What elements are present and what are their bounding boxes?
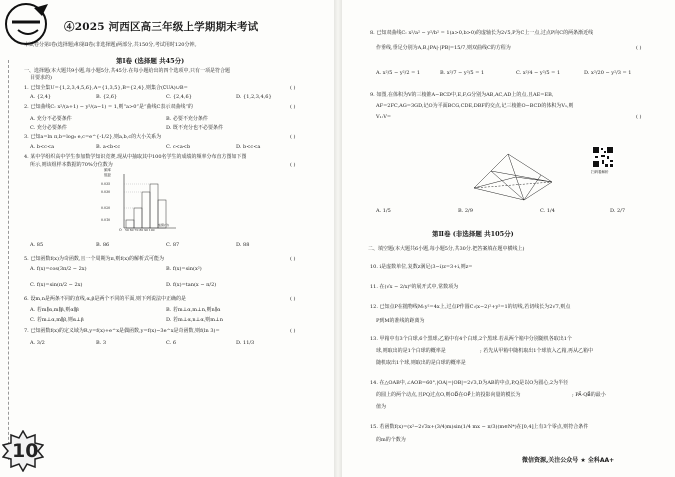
q3-option-a: A. b<c<a — [30, 144, 55, 150]
part2-instruction: 二、填空题(本大题共6小题,每小题5分,共30分.把答案填在题中横线上) — [368, 246, 525, 252]
q5-answer-paren: ( ) — [290, 256, 296, 262]
q3-answer-paren: ( ) — [290, 134, 296, 140]
q10-text: 10. i是虚数单位,复数z满足(3−i)z=3+i,则z= — [370, 264, 473, 270]
q7-option-a: A. 3/2 — [30, 340, 45, 346]
qr-code — [592, 146, 614, 168]
q11-text: 11. 在(√x − 2/x)⁶的展开式中,常数项为 — [370, 284, 459, 290]
q7-option-d: D. 11/3 — [236, 340, 255, 346]
q6-option-d: D. 若m⊥α,n⊥α,则m⊥n — [166, 317, 223, 323]
q4-option-c: C. 87 — [166, 242, 180, 248]
q4-option-d: D. 88 — [236, 242, 250, 248]
q8-stem: 8. 已知双曲线C: x²/a² − y²/b² = 1(a>0,b>0)的虚轴长为2√5,P为C上一点,过点P向C的两条渐近线 — [370, 30, 594, 36]
q1-option-a: A. {2,4} — [30, 94, 52, 100]
q14-text-4: 值为 — [376, 404, 387, 410]
q9-answer-paren: ( ) — [636, 114, 642, 120]
q1-option-d: D. {1,2,3,4,6} — [236, 94, 272, 100]
q1-option-c: C. {2,4,6} — [166, 94, 192, 100]
pyramid-figure — [470, 152, 556, 202]
q9-option-b: B. 2/9 — [458, 208, 473, 214]
q9-stem-2: AF=2FC,AG=3GD,记O为平面BCG,CDE,DBF的交点,记三棱锥O−BCD的体积为V₁,则 — [376, 103, 574, 109]
q2-stem: 2. 已知曲线C: x²/(a+1) − y²/(a−1) = 1,则“a>0”是“曲线C表示双曲线”的 — [24, 104, 193, 110]
hist-xticks: 50 60 70 80 90 100 — [125, 228, 155, 232]
q12-text-2: P到M的准线的距离为 — [376, 318, 425, 324]
q9-option-d: D. 2/7 — [610, 208, 626, 214]
q4-option-b: B. 86 — [96, 242, 110, 248]
hist-tick-030: 0.030 — [101, 190, 111, 194]
q7-stem: 7. 已知函数f(x)的定义域为R,y=f(x)+e^x是偶函数,y=f(x)−3e^x是奇函数,则f(ln 3)= — [24, 328, 220, 334]
q8-option-d: D. x²/20 − y²/3 = 1 — [584, 70, 632, 76]
q14-text-3: ; PA⃗·QB⃗的最小 — [572, 392, 606, 398]
q9-option-c: C. 1/4 — [540, 208, 555, 214]
part1-instruction-2: 目要求的) — [30, 75, 52, 81]
q7-option-c: C. 6 — [166, 340, 177, 346]
hist-xlabel: 成绩(分) — [158, 223, 170, 227]
q6-option-c: C. 若m⊥α,m∥β,则α⊥β — [30, 317, 84, 323]
q6-option-a: A. 若m∥α,m∥β,则α∥β — [30, 307, 79, 313]
q13-text-4: 随机取出1个球,则取出的是白球的概率是 — [376, 360, 466, 366]
q1-option-b: B. {2,6} — [96, 94, 118, 100]
brand-logo — [4, 2, 52, 46]
q5-option-c: C. f(x)=sin(π/2 − 2x) — [30, 282, 83, 288]
q15-text-2: 的m的个数为 — [376, 437, 406, 443]
q8-option-c: C. x²/4 − y²/5 = 1 — [516, 70, 561, 76]
hist-tick-020: 0.020 — [101, 206, 111, 210]
q3-option-b: B. a<b<c — [96, 144, 121, 150]
q4-answer-paren: ( ) — [290, 162, 296, 168]
q15-text: 15. 若函数f(x)=(x²−2√3x+(3/4)m)sin(1/4 mx − π/3)(m∈N*)在[0,4]上有3个零点,则符合条件 — [370, 424, 589, 430]
q9-stem-3: V₁:V= — [376, 114, 392, 120]
q2-option-d: D. 既不充分也不必要条件 — [166, 125, 224, 131]
binding-line — [8, 60, 15, 460]
q5-stem: 5. 已知函数f(x)为奇函数,且一个周期为π,则f(x)的解析式可能为 — [24, 256, 164, 262]
hist-origin: O — [119, 228, 122, 232]
q2-answer-paren: ( ) — [290, 104, 296, 110]
part2-heading: 第Ⅱ卷 (非选择题 共105分) — [432, 230, 514, 238]
hist-tick-035: 0.035 — [101, 182, 111, 186]
hist-ylabel-bottom: 组距 — [104, 173, 111, 177]
footer-text: 微信资源,关注公众号 ★ 全科AA+ — [522, 457, 615, 464]
q14-text-2: 的圆上的两个动点,且PQ过点O,则OD⃗在OP⃗上的投影向量的模长为 — [376, 392, 521, 398]
hist-ylabel-top: 频率 — [104, 168, 111, 172]
q8-stem-2: 作垂线,垂足分别为A,B,|PA|·|PB|=15/7,则双曲线C的方程为 — [376, 45, 511, 51]
q13-text-3: ; 若先从甲箱中随机取出1个球放入乙箱,再从乙箱中 — [480, 348, 594, 354]
exam-notice: 本试卷分第Ⅰ卷(选择题)和第Ⅱ卷(非选择题)两部分,共150分,考试用时120分钟。 — [24, 42, 200, 48]
q3-option-d: D. b<c<a — [236, 144, 261, 150]
q7-option-b: B. 3 — [96, 340, 107, 346]
qr-label: 扫码看解析 — [591, 170, 609, 174]
q8-option-b: B. x²/7 − y²/5 = 1 — [440, 70, 485, 76]
q13-text: 13. 甲箱中有3个白球,6个黑球;乙箱中有4个白球,2个黑球.若从两个箱中分别随机各取出1个 — [370, 336, 572, 342]
q5-option-d: D. f(x)=tan(x − π/2) — [166, 282, 217, 288]
q4-stem: 4. 某中学组织高中学生参加数学知识竞赛,现从中抽取其中100名学生的成绩的频率分布直方图如下图 — [24, 154, 247, 160]
q6-answer-paren: ( ) — [290, 296, 296, 302]
q5-option-b: B. f(x)=sin(x²) — [166, 266, 202, 272]
exam-title: ④2025 河西区高三年级上学期期末考试 — [64, 21, 259, 33]
q8-option-a: A. x²/5 − y²/2 = 1 — [376, 70, 421, 76]
q3-stem: 3. 已知a=ln π,b=log₃ e,c=e^{-1/2},则a,b,c的大小关系为 — [24, 134, 162, 140]
q6-option-b: B. 若m⊥α,m⊥n,则n∥α — [166, 307, 221, 313]
q3-option-c: C. c<a<b — [166, 144, 191, 150]
q4-stem-2: 所示,则该组样本数据的70%分位数为 — [30, 162, 113, 168]
q12-text: 12. 已知点P在抛物线M:y²=4x上,过点P作圆C:(x−2)²+y²=1的切线,若切线长为2√7,则点 — [370, 304, 571, 310]
q4-option-a: A. 85 — [30, 242, 44, 248]
q1-answer-paren: ( ) — [290, 85, 296, 91]
q7-answer-paren: ( ) — [290, 328, 296, 334]
q9-stem: 9. 如图,在体积为V的三棱锥A−BCD中,E,F,G分别为AB,AC,AD上的点,且AE=EB, — [370, 92, 554, 98]
q13-text-2: 球,则取出的是1个白球的概率是 — [376, 348, 446, 354]
q2-option-c: C. 充分必要条件 — [30, 125, 67, 131]
q2-option-b: B. 必要不充分条件 — [166, 116, 208, 122]
hist-tick-010: 0.010 — [101, 218, 111, 222]
q6-stem: 6. 设m,n是两条不同的直线,α,β是两个不同的平面,则下列说法中正确的是 — [24, 296, 186, 302]
part1-instruction-1: 一、选择题(本大题共9小题,每小题5分,共45分.在每小题给出的四个选项中,只有一项是符合题 — [24, 68, 231, 74]
q8-answer-paren: ( ) — [636, 45, 642, 51]
q5-option-a: A. f(x)=cos(3π/2 − 2x) — [30, 266, 87, 272]
page-number: 10 — [12, 440, 39, 462]
q1-stem: 1. 已知全集U={1,2,3,4,5,6},A={1,3,5},B={2,4},则集合(∁UA)∪B= — [24, 85, 188, 91]
q2-option-a: A. 充分不必要条件 — [30, 116, 72, 122]
part1-heading: 第Ⅰ卷 (选择题 共45分) — [116, 57, 185, 65]
q9-option-a: A. 1/5 — [376, 208, 391, 214]
q14-text: 14. 在△OAB中,∠AOB=60°,|OA|=|OB|=2√3,D为AB的中点,P,Q是以O为圆心,2为半径 — [370, 380, 569, 386]
